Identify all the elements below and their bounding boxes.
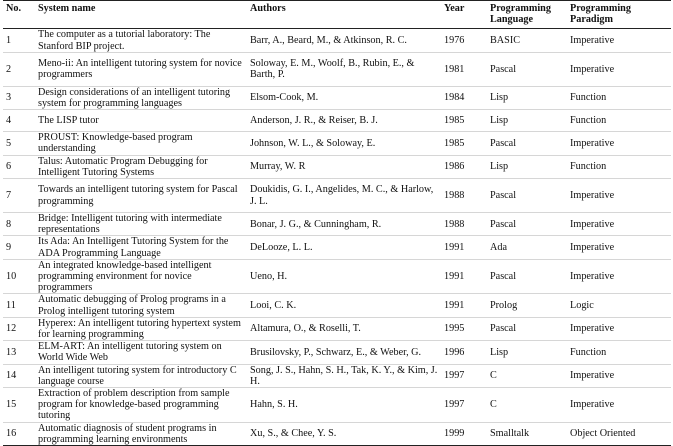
cell-language: Lisp bbox=[487, 86, 567, 109]
cell-paradigm: Logic bbox=[567, 294, 671, 317]
cell-system-name: Meno-ii: An intelligent tutoring system for novice programmers bbox=[35, 52, 247, 86]
cell-year: 1984 bbox=[441, 86, 487, 109]
cell-no: 7 bbox=[3, 179, 35, 213]
cell-no: 10 bbox=[3, 259, 35, 294]
cell-year: 1985 bbox=[441, 132, 487, 155]
cell-language: Lisp bbox=[487, 341, 567, 364]
cell-year: 1991 bbox=[441, 236, 487, 259]
cell-paradigm: Function bbox=[567, 110, 671, 132]
cell-year: 1988 bbox=[441, 179, 487, 213]
table-row bbox=[3, 364, 671, 387]
table-body bbox=[3, 29, 671, 446]
cell-paradigm: Imperative bbox=[567, 213, 671, 236]
table-row bbox=[3, 132, 671, 155]
cell-year: 1981 bbox=[441, 52, 487, 86]
cell-paradigm: Imperative bbox=[567, 29, 671, 52]
table-row bbox=[3, 259, 671, 294]
cell-system-name: Hyperex: An intelligent tutoring hypertext system for learning programming bbox=[35, 317, 247, 340]
table-row bbox=[3, 52, 671, 86]
table-row bbox=[3, 86, 671, 109]
table-row bbox=[3, 341, 671, 364]
cell-language: Smalltalk bbox=[487, 422, 567, 445]
table-row bbox=[3, 29, 671, 52]
table-header bbox=[3, 1, 671, 29]
header-programming-paradigm: Programming Paradigm bbox=[567, 1, 671, 29]
table-row bbox=[3, 213, 671, 236]
cell-no: 11 bbox=[3, 294, 35, 317]
cell-system-name: The LISP tutor bbox=[35, 110, 247, 132]
cell-authors: Doukidis, G. I., Angelides, M. C., & Harlow, J. L. bbox=[247, 179, 441, 213]
cell-language: Lisp bbox=[487, 110, 567, 132]
cell-authors: DeLooze, L. L. bbox=[247, 236, 441, 259]
cell-system-name: An integrated knowledge-based intelligent programming environment for novice programmers bbox=[35, 259, 247, 294]
header-programming-language: Programming Language bbox=[487, 1, 567, 29]
header-year: Year bbox=[441, 1, 487, 29]
cell-authors: Barr, A., Beard, M., & Atkinson, R. C. bbox=[247, 29, 441, 52]
cell-authors: Ueno, H. bbox=[247, 259, 441, 294]
cell-language: Pascal bbox=[487, 132, 567, 155]
cell-system-name: Towards an intelligent tutoring system for Pascal programming bbox=[35, 179, 247, 213]
cell-year: 1999 bbox=[441, 422, 487, 445]
cell-system-name: Bridge: Intelligent tutoring with intermediate representations bbox=[35, 213, 247, 236]
cell-system-name: Design considerations of an intelligent tutoring system for programming languages bbox=[35, 86, 247, 109]
header-row bbox=[3, 1, 671, 29]
cell-year: 1976 bbox=[441, 29, 487, 52]
cell-paradigm: Object Oriented bbox=[567, 422, 671, 445]
cell-no: 9 bbox=[3, 236, 35, 259]
cell-paradigm: Imperative bbox=[567, 317, 671, 340]
cell-paradigm: Imperative bbox=[567, 364, 671, 387]
cell-no: 14 bbox=[3, 364, 35, 387]
cell-no: 6 bbox=[3, 155, 35, 178]
table-row bbox=[3, 179, 671, 213]
cell-language: Ada bbox=[487, 236, 567, 259]
cell-authors: Anderson, J. R., & Reiser, B. J. bbox=[247, 110, 441, 132]
cell-paradigm: Imperative bbox=[567, 259, 671, 294]
table-row bbox=[3, 317, 671, 340]
table-row bbox=[3, 155, 671, 178]
cell-authors: Xu, S., & Chee, Y. S. bbox=[247, 422, 441, 445]
cell-paradigm: Function bbox=[567, 155, 671, 178]
cell-paradigm: Imperative bbox=[567, 132, 671, 155]
cell-no: 12 bbox=[3, 317, 35, 340]
cell-authors: Brusilovsky, P., Schwarz, E., & Weber, G. bbox=[247, 341, 441, 364]
cell-paradigm: Imperative bbox=[567, 179, 671, 213]
cell-year: 1997 bbox=[441, 388, 487, 423]
cell-paradigm: Imperative bbox=[567, 236, 671, 259]
cell-system-name: The computer as a tutorial laboratory: The Stanford BIP project. bbox=[35, 29, 247, 52]
cell-no: 5 bbox=[3, 132, 35, 155]
cell-year: 1997 bbox=[441, 364, 487, 387]
header-system-name: System name bbox=[35, 1, 247, 29]
cell-language: Pascal bbox=[487, 213, 567, 236]
cell-authors: Soloway, E. M., Woolf, B., Rubin, E., & Barth, P. bbox=[247, 52, 441, 86]
table-row bbox=[3, 388, 671, 423]
cell-year: 1988 bbox=[441, 213, 487, 236]
table-row bbox=[3, 236, 671, 259]
header-authors: Authors bbox=[247, 1, 441, 29]
cell-system-name: Automatic debugging of Prolog programs in a Prolog intelligent tutoring system bbox=[35, 294, 247, 317]
cell-authors: Looi, C. K. bbox=[247, 294, 441, 317]
cell-no: 8 bbox=[3, 213, 35, 236]
cell-year: 1991 bbox=[441, 294, 487, 317]
cell-system-name: Talus: Automatic Program Debugging for Intelligent Tutoring Systems bbox=[35, 155, 247, 178]
cell-language: Pascal bbox=[487, 317, 567, 340]
cell-no: 13 bbox=[3, 341, 35, 364]
cell-language: Lisp bbox=[487, 155, 567, 178]
cell-authors: Johnson, W. L., & Soloway, E. bbox=[247, 132, 441, 155]
cell-authors: Song, J. S., Hahn, S. H., Tak, K. Y., & Kim, J. H. bbox=[247, 364, 441, 387]
cell-authors: Murray, W. R bbox=[247, 155, 441, 178]
cell-paradigm: Function bbox=[567, 341, 671, 364]
header-no: No. bbox=[3, 1, 35, 29]
cell-year: 1985 bbox=[441, 110, 487, 132]
cell-system-name: Its Ada: An Intelligent Tutoring System for the ADA Programming Language bbox=[35, 236, 247, 259]
cell-system-name: Automatic diagnosis of student programs in programming learning environments bbox=[35, 422, 247, 445]
its-systems-table bbox=[3, 0, 671, 446]
cell-authors: Elsom-Cook, M. bbox=[247, 86, 441, 109]
cell-system-name: PROUST: Knowledge-based program understanding bbox=[35, 132, 247, 155]
cell-year: 1996 bbox=[441, 341, 487, 364]
cell-language: Prolog bbox=[487, 294, 567, 317]
cell-authors: Hahn, S. H. bbox=[247, 388, 441, 423]
cell-language: Pascal bbox=[487, 52, 567, 86]
cell-no: 2 bbox=[3, 52, 35, 86]
cell-authors: Altamura, O., & Roselli, T. bbox=[247, 317, 441, 340]
table-row bbox=[3, 422, 671, 445]
cell-no: 4 bbox=[3, 110, 35, 132]
cell-authors: Bonar, J. G., & Cunningham, R. bbox=[247, 213, 441, 236]
cell-system-name: ELM-ART: An intelligent tutoring system on World Wide Web bbox=[35, 341, 247, 364]
cell-no: 3 bbox=[3, 86, 35, 109]
table-row bbox=[3, 294, 671, 317]
cell-no: 16 bbox=[3, 422, 35, 445]
cell-language: C bbox=[487, 388, 567, 423]
cell-paradigm: Function bbox=[567, 86, 671, 109]
cell-paradigm: Imperative bbox=[567, 52, 671, 86]
table-row bbox=[3, 110, 671, 132]
cell-year: 1995 bbox=[441, 317, 487, 340]
cell-no: 15 bbox=[3, 388, 35, 423]
cell-language: BASIC bbox=[487, 29, 567, 52]
cell-language: C bbox=[487, 364, 567, 387]
cell-year: 1991 bbox=[441, 259, 487, 294]
cell-system-name: Extraction of problem description from sample program for knowledge-based programming tutoring bbox=[35, 388, 247, 423]
cell-language: Pascal bbox=[487, 179, 567, 213]
cell-year: 1986 bbox=[441, 155, 487, 178]
cell-paradigm: Imperative bbox=[567, 388, 671, 423]
cell-system-name: An intelligent tutoring system for introductory C language course bbox=[35, 364, 247, 387]
cell-no: 1 bbox=[3, 29, 35, 52]
cell-language: Pascal bbox=[487, 259, 567, 294]
